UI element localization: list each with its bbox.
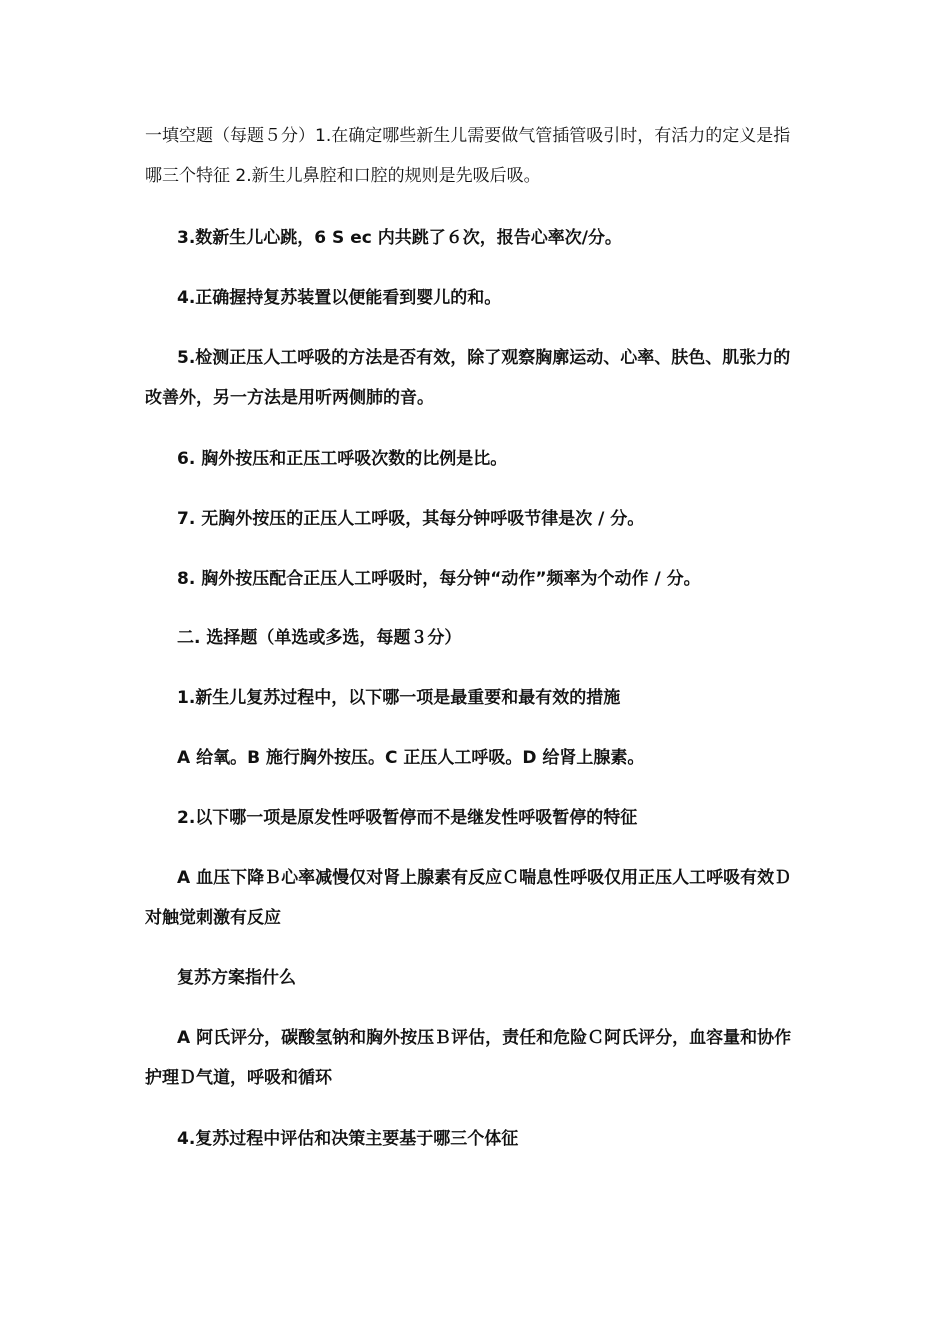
paragraph-choice-1-options: A 给氧。B 施行胸外按压。C 正压人工呼吸。D 给肾上腺素。 <box>177 748 645 768</box>
paragraph-choice-1: 1.新生儿复苏过程中，以下哪一项是最重要和最有效的措施 <box>177 688 621 708</box>
paragraph-question-5: 5.检测正压人工呼吸的方法是否有效，除了观察胸廓运动、心率、肤色、肌张力的改善外，另一方法是用听两侧肺的音。 <box>145 348 791 408</box>
paragraph-question-4: 4.正确握持复苏装置以便能看到婴儿的和。 <box>177 288 502 308</box>
paragraph-choice-2-options: A 血压下降Ｂ心率减慢仅对肾上腺素有反应Ｃ喘息性呼吸仅用正压人工呼吸有效Ｄ对触觉刺激有反应 <box>145 868 792 928</box>
paragraph-question-6: 6. 胸外按压和正压工呼吸次数的比例是比。 <box>177 449 508 469</box>
paragraph-choice-2: 2.以下哪一项是原发性呼吸暂停而不是继发性呼吸暂停的特征 <box>177 808 638 828</box>
paragraph-fill-in-intro: 一填空题（每题５分）1.在确定哪些新生儿需要做气管插管吸引时，有活力的定义是指哪三个特征 2.新生儿鼻腔和口腔的规则是先吸后吸。 <box>145 126 791 186</box>
paragraph-question-8: 8. 胸外按压配合正压人工呼吸时，每分钟“动作”频率为个动作 / 分。 <box>177 569 701 589</box>
section-heading-choice: 二. 选择题（单选或多选，每题３分） <box>177 628 462 648</box>
paragraph-choice-4: 4.复苏过程中评估和决策主要基于哪三个体征 <box>177 1129 519 1149</box>
paragraph-choice-3: 复苏方案指什么 <box>177 968 296 988</box>
paragraph-question-7: 7. 无胸外按压的正压人工呼吸，其每分钟呼吸节律是次 / 分。 <box>177 509 645 529</box>
paragraph-question-3: 3.数新生儿心跳，6 S ec 内共跳了６次，报告心率次/分。 <box>177 228 622 248</box>
paragraph-choice-3-options: A 阿氏评分，碳酸氢钠和胸外按压Ｂ评估，责任和危险Ｃ阿氏评分，血容量和协作护理Ｄ气道，呼吸和循环 <box>145 1028 792 1088</box>
